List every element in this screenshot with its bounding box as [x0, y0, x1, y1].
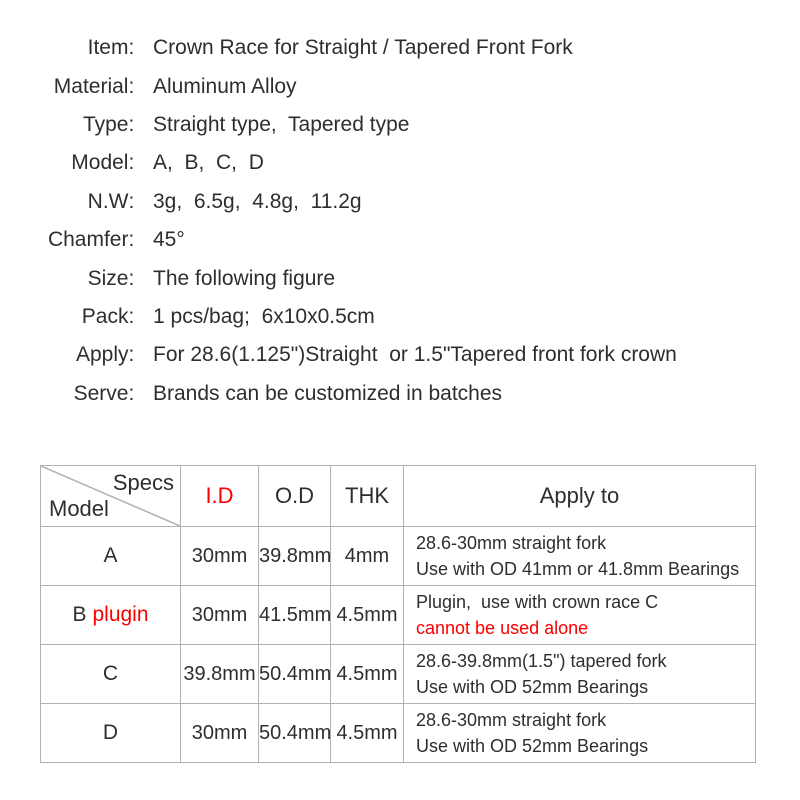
spec-label	[0, 36, 146, 60]
spec-label	[0, 267, 146, 291]
apply-line-2: Use with OD 52mm Bearings	[416, 677, 649, 697]
spec-colon: :	[128, 151, 146, 175]
spec-label-text: Type	[82, 112, 129, 136]
spec-label-text: Item	[87, 36, 129, 60]
cell-apply-to	[404, 645, 756, 704]
spec-list	[0, 29, 800, 413]
spec-value: Straight type, Tapered type	[153, 112, 410, 136]
spec-value: 3g, 6.5g, 4.8g, 11.2g	[153, 189, 362, 213]
spec-value: For 28.6(1.125")Straight or 1.5"Tapered front fork crown	[153, 343, 677, 367]
cell-inner-diameter: 39.8mm	[181, 645, 259, 704]
spec-label-text: N.W	[87, 189, 129, 213]
model-letter: B	[72, 603, 87, 626]
corner-label-specs: Specs	[112, 470, 174, 495]
apply-line-1: 28.6-39.8mm(1.5") tapered fork	[416, 651, 667, 671]
apply-line-1: Plugin, use with crown race C	[416, 592, 659, 612]
table-row-model-c	[41, 645, 756, 704]
column-header-od: O.D	[259, 466, 331, 527]
spec-label	[0, 75, 146, 99]
cell-inner-diameter: 30mm	[181, 704, 259, 763]
model-letter: D	[102, 721, 119, 744]
spec-value: A, B, C, D	[153, 151, 264, 175]
spec-label-text: Model	[71, 151, 129, 175]
apply-line-1: 28.6-30mm straight fork	[416, 533, 607, 553]
spec-value: 45°	[153, 228, 185, 252]
cell-outer-diameter: 41.5mm	[259, 586, 331, 645]
spec-label-text: Pack	[81, 304, 129, 328]
cell-outer-diameter: 39.8mm	[259, 527, 331, 586]
spec-value: 1 pcs/bag; 6x10x0.5cm	[153, 304, 375, 328]
spec-value: Brands can be customized in batches	[153, 381, 503, 405]
spec-colon: :	[128, 36, 146, 60]
cell-apply-to	[404, 704, 756, 763]
cell-thickness: 4.5mm	[331, 586, 404, 645]
spec-colon: :	[128, 266, 146, 290]
spec-label	[0, 228, 146, 252]
apply-line-2-warning: cannot be used alone	[416, 618, 589, 638]
cell-model	[41, 527, 181, 586]
cell-thickness: 4mm	[331, 527, 404, 586]
spec-table	[40, 465, 756, 763]
spec-colon: :	[128, 189, 146, 213]
spec-label	[0, 343, 146, 367]
spec-row-item	[0, 29, 800, 67]
spec-label-text: Size	[87, 266, 129, 290]
spec-value: Crown Race for Straight / Tapered Front Fork	[153, 36, 573, 60]
spec-row-size	[0, 259, 800, 297]
column-header-thk: THK	[331, 466, 404, 527]
spec-label	[0, 151, 146, 175]
spec-label-text: Apply	[75, 343, 129, 367]
apply-line-2: Use with OD 41mm or 41.8mm Bearings	[416, 559, 740, 579]
table-row-model-d	[41, 704, 756, 763]
spec-value: Aluminum Alloy	[153, 74, 297, 98]
corner-label-model: Model	[49, 496, 109, 521]
spec-colon: :	[128, 304, 146, 328]
cell-thickness: 4.5mm	[331, 645, 404, 704]
cell-outer-diameter: 50.4mm	[259, 645, 331, 704]
table-row-model-a	[41, 527, 756, 586]
model-suffix: plugin	[92, 603, 149, 626]
spec-row-material	[0, 67, 800, 105]
spec-colon: :	[128, 74, 146, 98]
spec-row-apply	[0, 336, 800, 374]
spec-row-serve	[0, 375, 800, 413]
table-corner-header	[41, 466, 181, 527]
table-row-model-b	[41, 586, 756, 645]
spec-row-type	[0, 106, 800, 144]
cell-apply-to	[404, 527, 756, 586]
spec-label	[0, 382, 146, 406]
spec-value: The following figure	[153, 266, 336, 290]
spec-colon: :	[128, 112, 146, 136]
model-letter: A	[103, 544, 118, 567]
spec-label-text: Chamfer	[47, 228, 129, 252]
spec-colon: :	[128, 381, 146, 405]
spec-row-pack	[0, 298, 800, 336]
cell-model	[41, 645, 181, 704]
table-header-row	[41, 466, 756, 527]
spec-label-text: Material	[53, 74, 129, 98]
model-letter: C	[102, 662, 119, 685]
model-specs-table	[40, 465, 756, 763]
cell-inner-diameter: 30mm	[181, 527, 259, 586]
spec-row-net-weight	[0, 183, 800, 221]
column-header-apply-to: Apply to	[404, 466, 756, 527]
cell-apply-to	[404, 586, 756, 645]
spec-label	[0, 190, 146, 214]
spec-label-text: Serve	[73, 381, 129, 405]
spec-label	[0, 113, 146, 137]
spec-colon: :	[128, 228, 146, 252]
column-header-id: I.D	[181, 466, 259, 527]
apply-line-2: Use with OD 52mm Bearings	[416, 736, 649, 756]
spec-label	[0, 305, 146, 329]
spec-colon: :	[128, 343, 146, 367]
cell-thickness: 4.5mm	[331, 704, 404, 763]
cell-outer-diameter: 50.4mm	[259, 704, 331, 763]
cell-model	[41, 704, 181, 763]
spec-row-chamfer	[0, 221, 800, 259]
cell-inner-diameter: 30mm	[181, 586, 259, 645]
cell-model	[41, 586, 181, 645]
apply-line-1: 28.6-30mm straight fork	[416, 710, 607, 730]
spec-row-model	[0, 144, 800, 182]
